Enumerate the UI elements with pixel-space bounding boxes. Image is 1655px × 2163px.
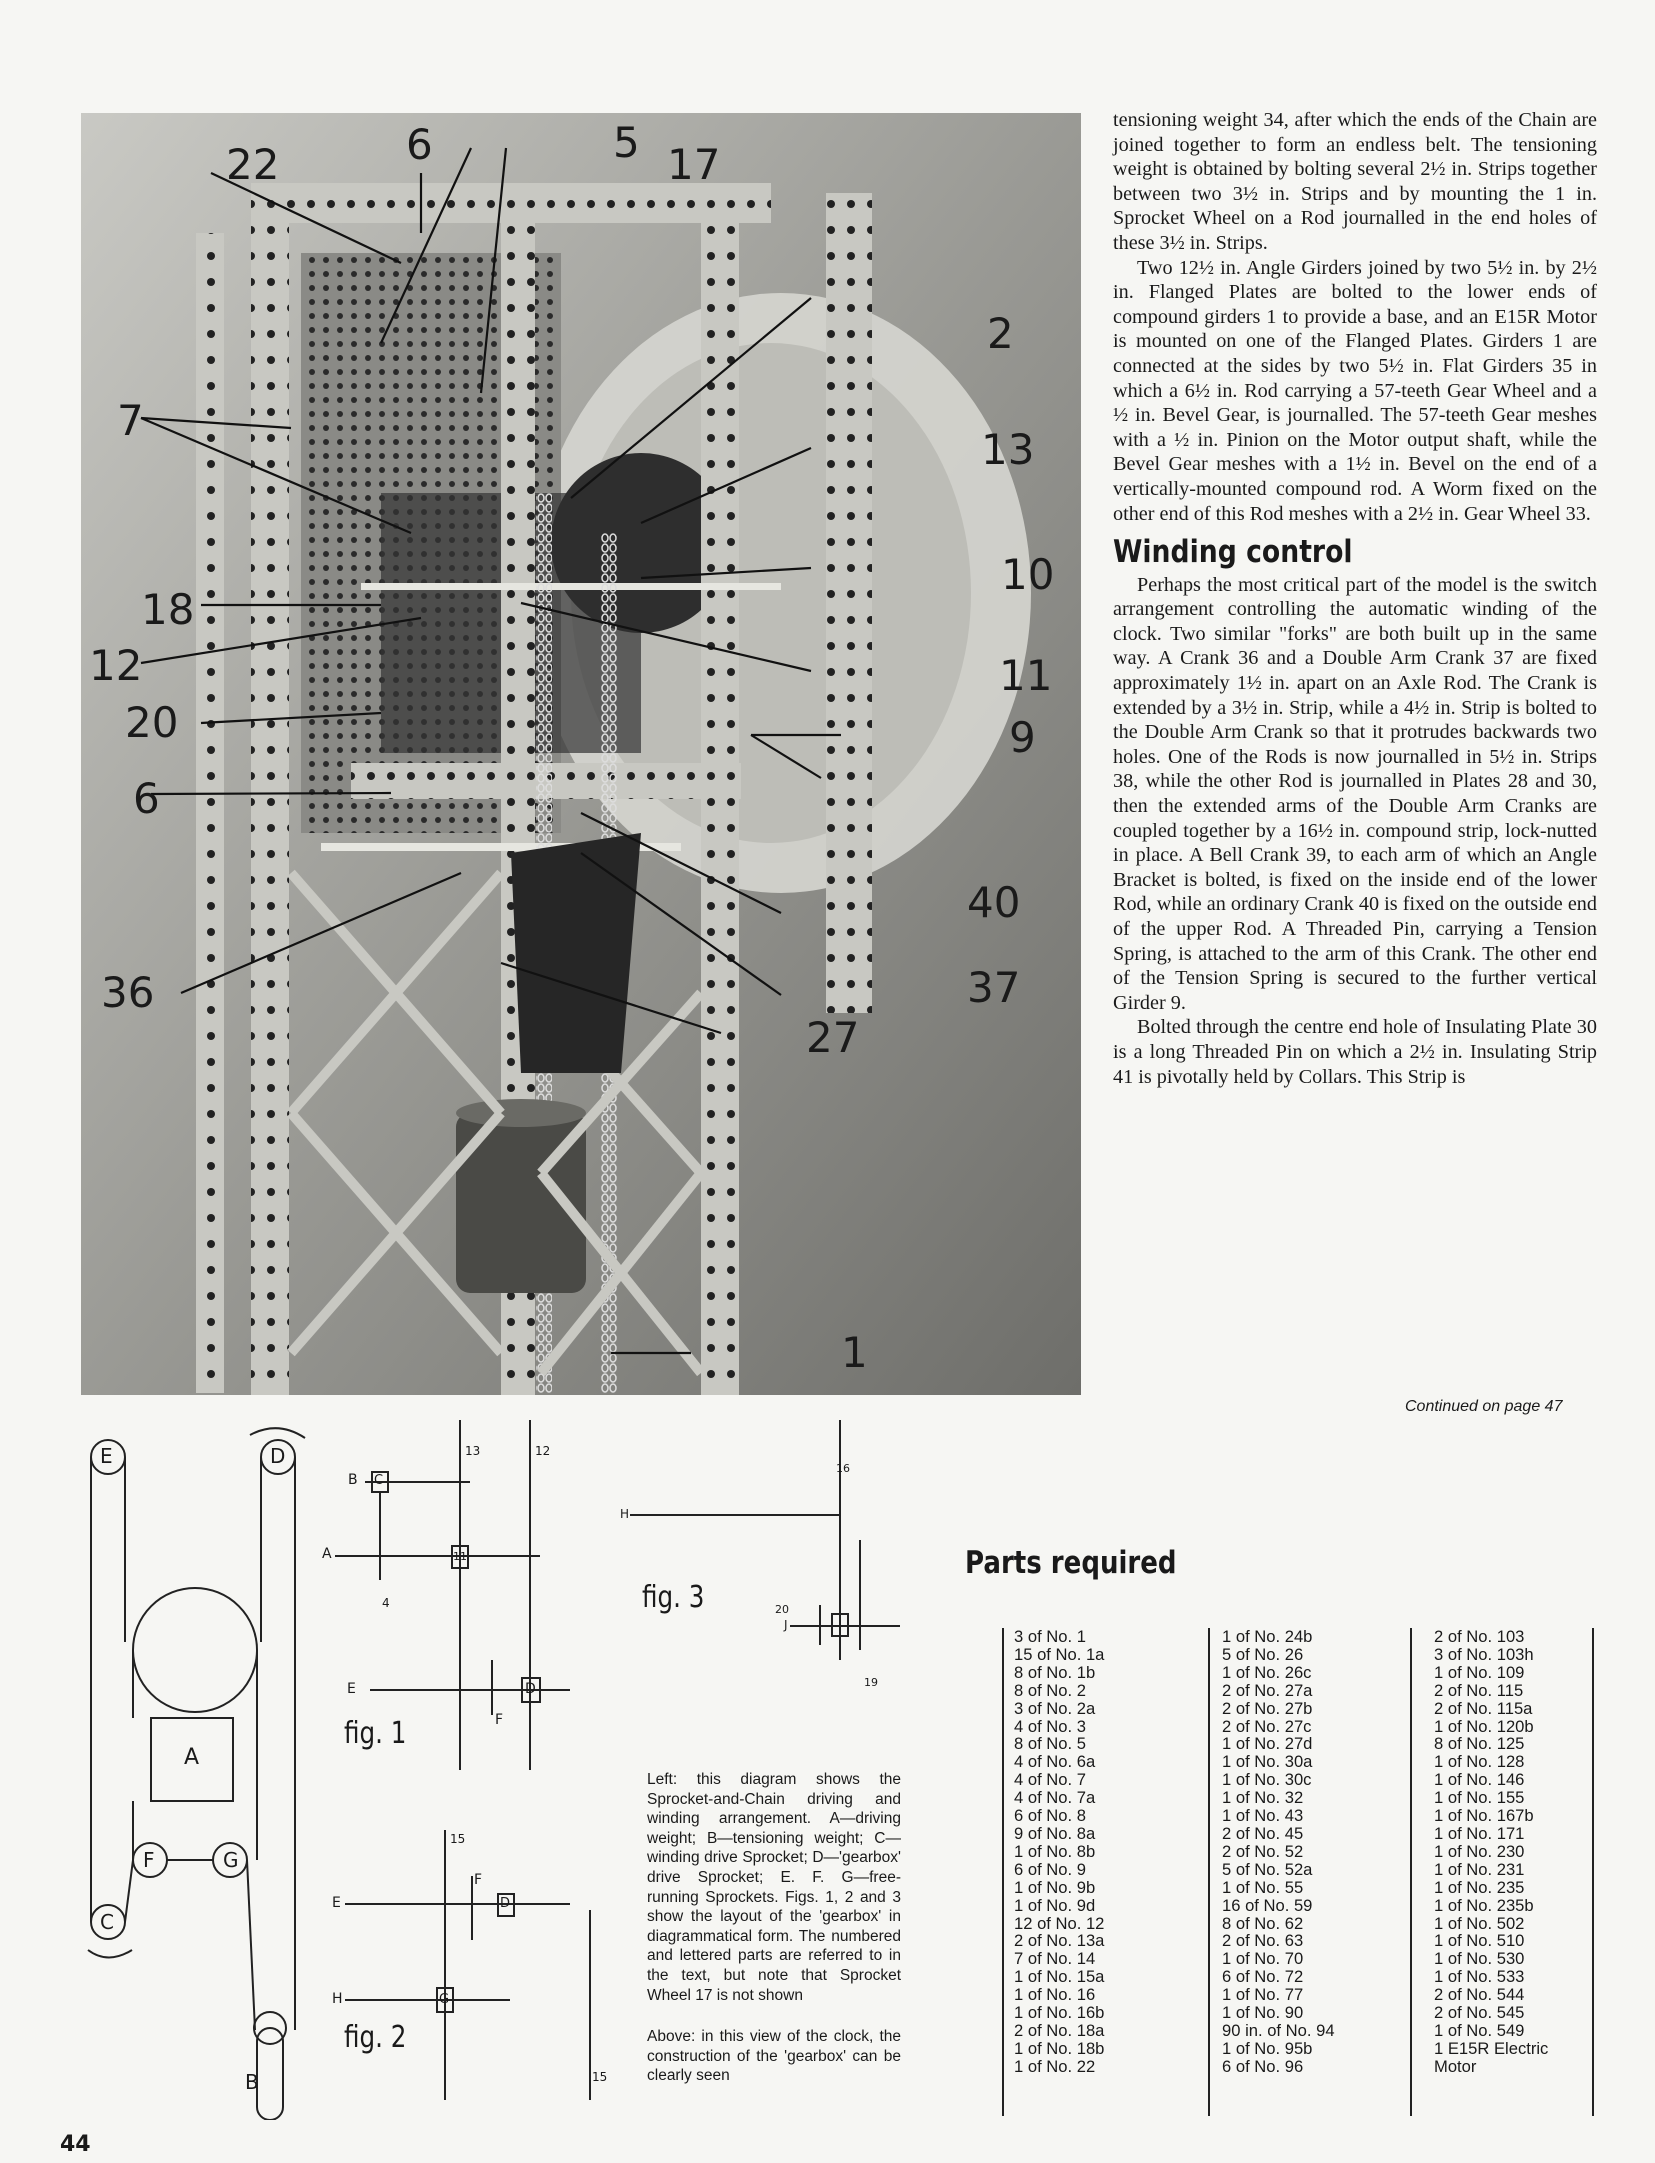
parts-item: 1 of No. 231 bbox=[1434, 1859, 1525, 1879]
fig1-title: fig. 1 bbox=[344, 1716, 407, 1751]
parts-item: 3 of No. 1 bbox=[1014, 1627, 1086, 1646]
parts-title: Parts required bbox=[965, 1545, 1177, 1581]
parts-item: 1 of No. 9d bbox=[1014, 1895, 1096, 1915]
fig2-H: H bbox=[332, 1991, 343, 2007]
parts-item: 1 of No. 167b bbox=[1434, 1806, 1534, 1826]
parts-item: 1 of No. 55 bbox=[1222, 1877, 1304, 1897]
parts-item: 8 of No. 2 bbox=[1014, 1680, 1086, 1700]
parts-item: 6 of No. 96 bbox=[1222, 2056, 1304, 2076]
parts-item: 2 of No. 115 bbox=[1434, 1680, 1524, 1700]
fig2-title: fig. 2 bbox=[344, 2020, 407, 2055]
fig1-F: F bbox=[495, 1712, 504, 1728]
callout-12: 12 bbox=[89, 641, 143, 690]
parts-column-3 bbox=[1434, 1628, 1548, 2076]
callout-22: 22 bbox=[226, 140, 280, 189]
caption-left: Left: this diagram shows the Sprocket-and-Chain driving and winding arrangement. A—driving weight; B—tensioning weight; C—winding drive Sprocket; D—'gearbox' drive Sprocket; E. F. G—free-running Sprockets. Figs. 1, 2 and 3 show the layout of the 'gearbox' in diagrammatical form. The numbered and lettered parts are referred to in the text, but note that Sprocket Wheel 17 is not shown bbox=[647, 1771, 901, 2004]
parts-item: 2 of No. 18a bbox=[1014, 2020, 1105, 2040]
article-paragraph: Two 12½ in. Angle Girders joined by two 5½ in. by 2½ in. Flanged Plates are bolted to the lower ends of compound girders 1 to provide a base, and an E15R Motor is mounted on one of the Flanged Plates. Girders 1 are connected at the sides by two 5½ in. Flat Girders 35 in which a 6½ in. Rod carrying a 57-teeth Gear Wheel and a ½ in. Bevel Gear, is journalled. The 57-teeth Gear meshes with a ½ in. Pinion on the Motor output shaft, while the Bevel Gear meshes with a 1½ in. Bevel on the end of a vertically-mounted compound rod. A Worm fixed on the other end of this Rod meshes with a 2½ in. Gear Wheel 33. bbox=[1113, 256, 1597, 525]
article-paragraph: Perhaps the most critical part of the model is the switch arrangement controlling the automatic winding of the clock. Two similar "forks" are both built up in the same way. A Crank 36 and a Double Arm Crank 37 are fixed approximately 1½ in. apart on an Axle Rod. The Crank is extended by a 3½ in. Strip, while a 4½ in. Strip is bolted to the Double Arm Crank so that it protrudes backwards two holes. One of the Rods is now journalled in 5½ in. Strips 38, while the other Rod is journalled in Plates 28 and 30, then the extended arms of the Double Arm Cranks are coupled together by a 16½ in. compound strip, lock-nutted in place. A Bell Crank 39, to each arm of which an Angle Bracket is bolted, is fixed on the inside end of the lower Rod, while an ordinary Crank 40 is fixed on the outside end of the upper Rod. A Threaded Pin, carrying a Tension Spring, is attached to the arm of this Crank. The other end of the Tension Spring is secured to the further vertical Girder 9. bbox=[1113, 573, 1597, 1014]
label-F: F bbox=[143, 1848, 155, 1872]
parts-item: 1 of No. 15a bbox=[1014, 1967, 1105, 1987]
fig2-E: E bbox=[332, 1895, 341, 1911]
parts-item: 1 of No. 171 bbox=[1434, 1823, 1525, 1843]
callout-9: 9 bbox=[1009, 713, 1036, 762]
parts-item: 1 of No. 155 bbox=[1434, 1788, 1525, 1808]
parts-item: 8 of No. 125 bbox=[1434, 1734, 1525, 1754]
fig3-title: fig. 3 bbox=[642, 1580, 705, 1615]
continued-note: Continued on page 47 bbox=[1405, 1398, 1563, 1415]
parts-item: 4 of No. 6a bbox=[1014, 1752, 1096, 1772]
parts-item: 2 of No. 63 bbox=[1222, 1931, 1304, 1951]
callout-40: 40 bbox=[967, 878, 1021, 927]
parts-item: 1 of No. 22 bbox=[1014, 2056, 1096, 2076]
parts-item: 4 of No. 7 bbox=[1014, 1770, 1086, 1790]
parts-item: 1 of No. 235 bbox=[1434, 1877, 1525, 1897]
parts-item: 1 of No. 24b bbox=[1222, 1627, 1313, 1646]
parts-item: 2 of No. 27c bbox=[1222, 1716, 1312, 1736]
parts-item: 1 of No. 70 bbox=[1222, 1949, 1304, 1969]
fig2-15: 15 bbox=[450, 1832, 466, 1846]
fig1-C: C bbox=[374, 1473, 384, 1488]
parts-item: 6 of No. 9 bbox=[1014, 1859, 1086, 1879]
fig3-19: 19 bbox=[864, 1676, 878, 1689]
article-paragraph: tensioning weight 34, after which the ends of the Chain are joined together to form an endless belt. The tensioning weight is obtained by bolting several 2½ in. Strips together between two 3½ in. Strips and by mounting the 1 in. Sprocket Wheel on a Rod journalled in the end holes of these 3½ in. Strips. bbox=[1113, 109, 1597, 254]
fig1-4: 4 bbox=[382, 1596, 390, 1610]
parts-item: 2 of No. 45 bbox=[1222, 1823, 1304, 1843]
label-E: E bbox=[100, 1444, 113, 1468]
parts-item: 1 of No. 109 bbox=[1434, 1662, 1525, 1682]
parts-item: 7 of No. 14 bbox=[1014, 1949, 1096, 1969]
parts-item: 1 of No. 120b bbox=[1434, 1716, 1534, 1736]
callout-5: 5 bbox=[613, 118, 640, 167]
fig3-J: J bbox=[784, 1618, 788, 1632]
parts-item: 1 of No. 16 bbox=[1014, 1985, 1096, 2005]
article-text bbox=[1113, 108, 1597, 1089]
parts-item: 1 of No. 90 bbox=[1222, 2003, 1304, 2023]
parts-item: 3 of No. 2a bbox=[1014, 1698, 1096, 1718]
parts-item: 1 of No. 8b bbox=[1014, 1841, 1096, 1861]
parts-item: 1 of No. 27d bbox=[1222, 1734, 1313, 1754]
callout-20: 20 bbox=[125, 698, 179, 747]
parts-item: 1 of No. 146 bbox=[1434, 1770, 1525, 1790]
figure-caption bbox=[647, 1770, 901, 2108]
parts-item: 1 of No. 235b bbox=[1434, 1895, 1534, 1915]
clock-photo bbox=[81, 113, 1081, 1395]
parts-item: 16 of No. 59 bbox=[1222, 1895, 1313, 1915]
callout-7: 7 bbox=[117, 396, 144, 445]
fig1-12: 12 bbox=[535, 1444, 551, 1458]
parts-item: 1 of No. 128 bbox=[1434, 1752, 1525, 1772]
parts-item: 5 of No. 26 bbox=[1222, 1644, 1304, 1664]
parts-divider bbox=[1002, 1628, 1004, 2116]
callout-10: 10 bbox=[1001, 550, 1055, 599]
fig1-A: A bbox=[322, 1546, 332, 1562]
callout-27: 27 bbox=[806, 1013, 860, 1062]
fig2-F: F bbox=[474, 1872, 483, 1888]
parts-list bbox=[1002, 1628, 1594, 2118]
fig1-13: 13 bbox=[465, 1444, 481, 1458]
caption-above: Above: in this view of the clock, the construction of the 'gearbox' can be clearly seen bbox=[647, 2028, 901, 2085]
parts-column-2 bbox=[1222, 1628, 1335, 2076]
page-number: 44 bbox=[60, 2132, 91, 2157]
parts-divider bbox=[1592, 1628, 1594, 2116]
fig3-16: 16 bbox=[836, 1462, 850, 1475]
parts-item: 1 of No. 16b bbox=[1014, 2003, 1105, 2023]
parts-item: 4 of No. 7a bbox=[1014, 1788, 1096, 1808]
parts-item: 3 of No. 103h bbox=[1434, 1644, 1534, 1664]
parts-item: 12 of No. 12 bbox=[1014, 1913, 1105, 1933]
parts-item: 2 of No. 13a bbox=[1014, 1931, 1105, 1951]
fig1-B: B bbox=[348, 1472, 358, 1488]
parts-item: 8 of No. 1b bbox=[1014, 1662, 1096, 1682]
fig1-D: D bbox=[525, 1681, 536, 1697]
fig2-G: G bbox=[439, 1992, 450, 2007]
parts-item: 2 of No. 115a bbox=[1434, 1698, 1533, 1718]
fig3-H: H bbox=[620, 1507, 630, 1521]
parts-item: 1 of No. 9b bbox=[1014, 1877, 1096, 1897]
label-C: C bbox=[100, 1910, 114, 1934]
parts-item: 5 of No. 52a bbox=[1222, 1859, 1313, 1879]
parts-item: 2 of No. 545 bbox=[1434, 2003, 1525, 2023]
parts-item: 2 of No. 52 bbox=[1222, 1841, 1304, 1861]
parts-item: 1 of No. 533 bbox=[1434, 1967, 1525, 1987]
callout-17: 17 bbox=[667, 140, 721, 189]
parts-item: 4 of No. 3 bbox=[1014, 1716, 1086, 1736]
parts-column-1 bbox=[1014, 1628, 1104, 2076]
parts-item: 1 of No. 549 bbox=[1434, 2020, 1525, 2040]
callout-36: 36 bbox=[101, 968, 155, 1017]
parts-item: 1 of No. 230 bbox=[1434, 1841, 1525, 1861]
label-G: G bbox=[223, 1848, 239, 1872]
parts-item: 2 of No. 27b bbox=[1222, 1698, 1313, 1718]
parts-item: 1 of No. 18b bbox=[1014, 2038, 1105, 2058]
parts-item: 1 of No. 510 bbox=[1434, 1931, 1525, 1951]
parts-item: 1 of No. 32 bbox=[1222, 1788, 1304, 1808]
callout-37: 37 bbox=[967, 963, 1021, 1012]
parts-item: 2 of No. 103 bbox=[1434, 1627, 1525, 1646]
parts-item: 8 of No. 5 bbox=[1014, 1734, 1086, 1754]
parts-item: 1 E15R Electric bbox=[1434, 2038, 1549, 2058]
callout-11: 11 bbox=[999, 651, 1053, 700]
callout-13: 13 bbox=[981, 425, 1035, 474]
article-paragraph: Bolted through the centre end hole of Insulating Plate 30 is a long Threaded Pin on which a 2½ in. Insulating Strip 41 is pivotally held by Collars. This Strip is bbox=[1113, 1016, 1597, 1088]
clock-photo-drawing bbox=[81, 113, 1081, 1395]
parts-item: 1 of No. 43 bbox=[1222, 1806, 1304, 1826]
parts-item: 1 of No. 30c bbox=[1222, 1770, 1312, 1790]
parts-item: 90 in. of No. 94 bbox=[1222, 2020, 1335, 2040]
parts-item: 1 of No. 530 bbox=[1434, 1949, 1525, 1969]
callout-18: 18 bbox=[141, 585, 195, 634]
parts-item: 15 of No. 1a bbox=[1014, 1644, 1105, 1664]
parts-item: 6 of No. 8 bbox=[1014, 1806, 1086, 1826]
parts-item: 1 of No. 502 bbox=[1434, 1913, 1525, 1933]
parts-divider bbox=[1208, 1628, 1210, 2116]
callout-2: 2 bbox=[987, 309, 1014, 358]
parts-item: 1 of No. 26c bbox=[1222, 1662, 1312, 1682]
parts-item: 2 of No. 27a bbox=[1222, 1680, 1313, 1700]
parts-item: 1 of No. 30a bbox=[1222, 1752, 1313, 1772]
section-heading: Winding control bbox=[1113, 534, 1353, 571]
parts-divider bbox=[1410, 1628, 1412, 2116]
parts-item: 6 of No. 72 bbox=[1222, 1967, 1304, 1987]
label-A: A bbox=[184, 1745, 200, 1770]
parts-item: 9 of No. 8a bbox=[1014, 1823, 1096, 1843]
parts-item: 1 of No. 77 bbox=[1222, 1985, 1304, 2005]
fig2-D: D bbox=[500, 1896, 511, 1911]
parts-item: 8 of No. 62 bbox=[1222, 1913, 1304, 1933]
fig3-20: 20 bbox=[775, 1603, 789, 1616]
parts-item: 1 of No. 95b bbox=[1222, 2038, 1313, 2058]
callout-6-lower: 6 bbox=[133, 774, 160, 823]
fig2-15b: 15 bbox=[592, 2070, 608, 2084]
fig1-11: 11 bbox=[453, 1550, 467, 1563]
callout-6-top: 6 bbox=[406, 120, 433, 169]
label-D: D bbox=[270, 1444, 286, 1468]
parts-item: 2 of No. 544 bbox=[1434, 1985, 1525, 2005]
label-B: B bbox=[245, 2070, 259, 2094]
callout-1: 1 bbox=[841, 1328, 868, 1377]
fig1-E: E bbox=[347, 1681, 356, 1697]
parts-item: Motor bbox=[1434, 2056, 1477, 2076]
